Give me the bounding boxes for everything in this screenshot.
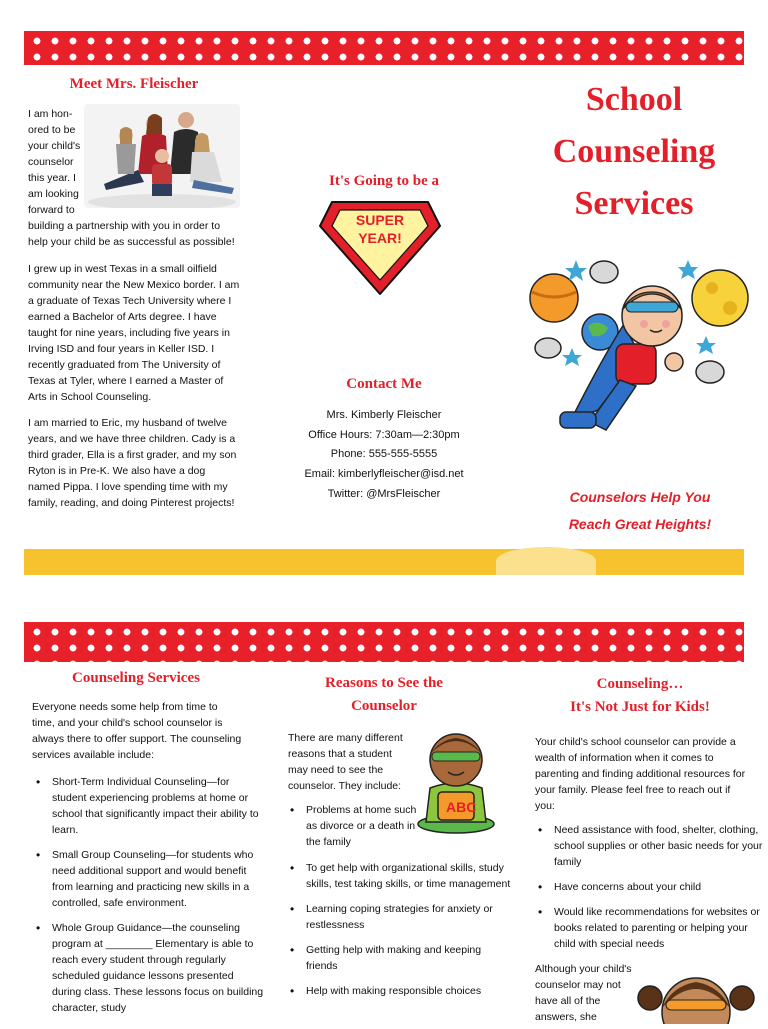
badge-line1: SUPER	[355, 212, 405, 228]
contact-phone: Phone: 555-555-5555	[330, 448, 438, 461]
list-item: • Would like recommendations for websites or books related to parenting or helping your child with special needs	[554, 904, 768, 952]
list-item: • To get help with organizational skills, study skills, test taking skills, or time management	[306, 860, 514, 892]
svg-text:ABC: ABC	[446, 799, 477, 815]
intro-line: counselor	[28, 156, 74, 168]
intro-line: I am hon-	[28, 108, 73, 120]
list-item: • Short-Term Individual Counseling—for student experiencing problems at home or school that significantly impact their ability to learn.	[52, 774, 264, 838]
list-item: • Have concerns about your child	[554, 879, 768, 895]
reasons-heading-line: Counselor	[351, 698, 417, 714]
going-heading: It's Going to be a	[328, 173, 439, 189]
meet-heading: Meet Mrs. Fleischer	[69, 76, 199, 92]
meet-paragraph-3: I am married to Eric, my husband of twelve years, and we have three children. Cady is a third grader, Ella is a first grader, and my son Ryton is in Pre-K. We also have a dog named Pippa. I love spending time with my family, reading, and doing Pinterest projects!	[28, 417, 237, 509]
services-heading: Counseling Services	[72, 670, 200, 686]
notjust-heading-line: Counseling…	[596, 676, 684, 692]
notjust-heading-line: It's Not Just for Kids!	[570, 699, 710, 715]
girl-hero-illustration	[636, 968, 756, 1024]
cover-title-line: Counseling	[552, 133, 716, 170]
reasons-list-top	[284, 802, 420, 859]
tagline-line: Reach Great Heights!	[568, 516, 712, 532]
meet-intro-tail: building a partnership with you in order to help your child be as successful as possible!	[28, 220, 235, 248]
contact-heading: Contact Me	[346, 376, 422, 392]
contact-office-hours: Office Hours: 7:30am—2:30pm	[308, 428, 460, 441]
contact-details	[264, 406, 504, 505]
list-item: • Learning coping strategies for anxiety or restlessness	[306, 901, 514, 933]
cover-title	[508, 74, 760, 230]
superhero-space-illustration	[520, 252, 752, 452]
cover-title-line: School	[585, 81, 683, 118]
notjust-list	[532, 822, 768, 961]
list-item: • Small Group Counseling—for students who need additional support and would benefit from learning and practicing new skills in a controlled, safe environment.	[52, 847, 264, 911]
reasons-heading-line: Reasons to See the	[325, 675, 443, 691]
services-list	[30, 774, 264, 1025]
intro-line: this year. I	[28, 172, 76, 184]
list-item: • Getting help with making and keeping friends	[306, 942, 514, 974]
intro-line: your child's	[28, 140, 81, 152]
list-item: • Need assistance with food, shelter, clothing, school supplies or other basic needs for your family	[554, 822, 768, 870]
services-intro: Everyone needs some help from time to time, and your child's school counselor is always there to offer support. The counseling services available include:	[32, 701, 242, 761]
list-item: • Problems at home such as divorce or a death in the family	[306, 802, 420, 850]
top-dotted-band	[24, 31, 744, 65]
meet-intro	[28, 106, 88, 218]
reasons-intro: There are many different reasons that a student may need to see the counselor. They include:	[288, 732, 403, 792]
super-year-badge	[318, 198, 442, 296]
badge-line2: YEAR!	[358, 230, 402, 246]
notjust-tail: Although your child's counselor may not have all of the answers, she	[535, 963, 632, 1023]
intro-line: forward to	[28, 204, 75, 216]
list-item: • Help with making responsible choices	[306, 983, 514, 999]
tagline-line: Counselors Help You	[569, 489, 711, 505]
cover-title-line: Services	[574, 185, 694, 222]
reasons-list	[284, 860, 514, 1008]
bottom-yellow-band	[24, 549, 744, 575]
meet-paragraph-2: I grew up in west Texas in a small oilfield community near the New Mexico border. I am a graduate of Texas Tech University where I earned a Bachelor of Arts degree. I have taught for nine years, including five years in Irving ISD and four years in Keller ISD. I recently graduated from The University of Texas at Tyler, where I earned a Master of Arts in School Counseling.	[28, 263, 240, 403]
notjust-intro: Your child's school counselor can provide a wealth of information when it comes to parenting and finding additional resources for your family. Please feel free to reach out if you:	[535, 736, 746, 812]
list-item: • Whole Group Guidance—the counseling program at ________ Elementary is able to reach every student through regularly scheduled guidance lessons presented during class. These lessons focus on building character, study	[52, 920, 264, 1016]
contact-email[interactable]: Email: kimberlyfleischer@isd.net	[304, 468, 464, 481]
cover-tagline	[508, 484, 768, 538]
intro-line: ored to be	[28, 124, 76, 136]
intro-line: am looking	[28, 188, 79, 200]
family-photo	[84, 104, 240, 208]
kid-reading-illustration	[408, 726, 504, 834]
contact-name: Mrs. Kimberly Fleischer	[326, 409, 442, 421]
notjust-heading	[512, 673, 768, 719]
reasons-heading	[264, 672, 504, 718]
contact-twitter[interactable]: Twitter: @MrsFleischer	[327, 487, 441, 500]
second-dotted-band	[24, 622, 744, 662]
